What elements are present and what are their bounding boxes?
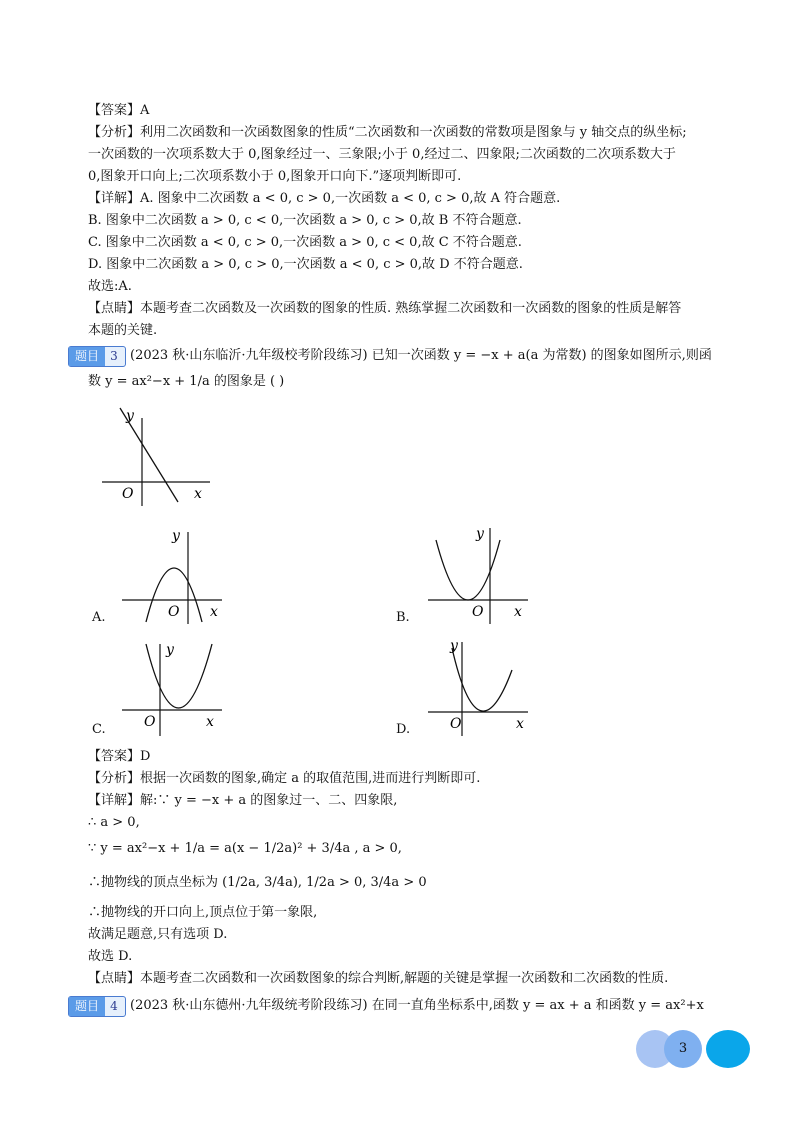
origin-label: O (450, 716, 462, 732)
analysis-line: 【分析】根据一次函数的图象,确定 a 的取值范围,进而进行判断即可. (88, 771, 481, 786)
detail-line: D. 图象中二次函数 a > 0, c > 0,一次函数 a < 0, c > 0,故 D 不符合题意. (88, 257, 523, 272)
page-decoration-circle (706, 1030, 750, 1068)
analysis-line: 一次函数的一次项系数大于 0,图象经过一、三象限;小于 0,经过二、四象限;二次函数的二次项系数大于 (88, 147, 676, 162)
option-d-label: D. (396, 722, 411, 737)
linear-function-graph (96, 402, 216, 512)
origin-label: O (168, 604, 180, 620)
question-badge (68, 346, 126, 367)
comment-line: 本题的关键. (88, 323, 158, 338)
x-axis-label: x (194, 486, 202, 502)
detail-line: B. 图象中二次函数 a > 0, c < 0,一次函数 a > 0, c > 0,故 B 不符合题意. (88, 213, 522, 228)
option-c-label: C. (92, 722, 106, 737)
analysis-line: 0,图象开口向上;二次项系数小于 0,图象开口向下.”逐项判断即可. (88, 169, 462, 184)
choose-line: 故选:A. (88, 279, 132, 294)
question-badge-number: 4 (110, 999, 118, 1013)
question-text: (2023 秋·山东临沂·九年级校考阶段练习) 已知一次函数 y = −x + a(a 为常数) 的图象如图所示,则函 (130, 348, 712, 363)
option-a-label: A. (92, 610, 106, 625)
x-axis-label: x (210, 604, 218, 620)
question-badge-label: 题目 (69, 347, 105, 366)
x-axis-label: x (514, 604, 522, 620)
detail-line: ∴ a > 0, (88, 815, 140, 830)
option-b-graph (424, 522, 534, 626)
detail-line: 【详解】A. 图象中二次函数 a < 0, c > 0,一次函数 a < 0, c > 0,故 A 符合题意. (88, 191, 561, 206)
option-b-label: B. (396, 610, 410, 625)
question-badge-number: 3 (110, 349, 118, 363)
y-axis-label: y (172, 528, 180, 544)
question-text: (2023 秋·山东德州·九年级统考阶段练习) 在同一直角坐标系中,函数 y = ax + a 和函数 y = ax²+x (130, 998, 704, 1013)
question-badge-label: 题目 (69, 997, 105, 1016)
page-number: 3 (678, 1041, 688, 1056)
detail-line: ∴抛物线的开口向上,顶点位于第一象限, (88, 905, 318, 920)
detail-line: ∴抛物线的顶点坐标为 (1/2a, 3/4a), 1/2a > 0, 3/4a > 0 (88, 875, 427, 890)
y-axis-label: y (450, 638, 458, 654)
origin-label: O (144, 714, 156, 730)
parabola (146, 644, 212, 708)
parabola (452, 648, 512, 711)
option-c-graph (118, 636, 228, 740)
y-axis-label: y (166, 642, 174, 658)
x-axis-label: x (516, 716, 524, 732)
origin-label: O (122, 486, 134, 502)
x-axis-label: x (206, 714, 214, 730)
option-a-graph (118, 522, 228, 626)
choose-line: 故选 D. (88, 949, 133, 964)
detail-line: 故满足题意,只有选项 D. (88, 927, 228, 942)
detail-line: C. 图象中二次函数 a < 0, c > 0,一次函数 a > 0, c < 0,故 C 不符合题意. (88, 235, 522, 250)
question-text: 数 y = ax²−x + 1/a 的图象是 ( ) (88, 374, 285, 389)
comment-line: 【点睛】本题考查二次函数及一次函数的图象的性质. 熟练掌握二次函数和一次函数的图象的性质是解答 (88, 301, 682, 316)
detail-line: 【详解】解:∵ y = −x + a 的图象过一、二、四象限, (88, 793, 398, 808)
origin-label: O (472, 604, 484, 620)
answer-line: 【答案】A (88, 103, 150, 118)
y-axis-label: y (476, 526, 484, 542)
answer-line: 【答案】D (88, 749, 151, 764)
analysis-line: 【分析】利用二次函数和一次函数图象的性质“二次函数和一次函数的常数项是图象与 y 轴交点的纵坐标; (88, 125, 687, 140)
comment-line: 【点睛】本题考查二次函数和一次函数图象的综合判断,解题的关键是掌握一次函数和二次函数的性质. (88, 971, 669, 986)
y-axis-label: y (126, 408, 134, 424)
detail-line: ∵ y = ax²−x + 1/a = a(x − 1/2a)² + 3/4a , a > 0, (88, 841, 402, 856)
question-badge (68, 996, 126, 1017)
option-d-graph (424, 634, 534, 738)
